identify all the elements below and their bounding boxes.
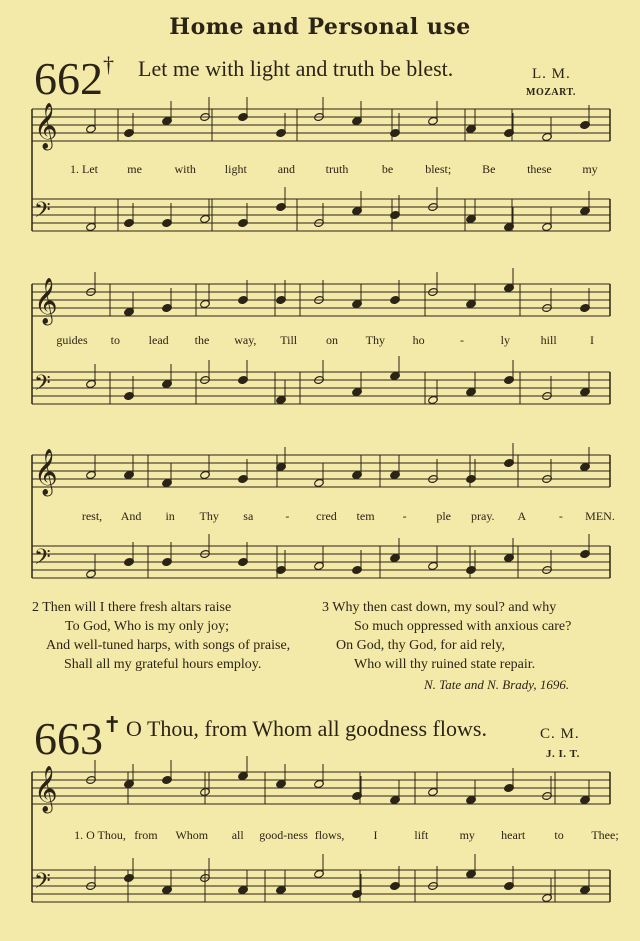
hymn-number-663-value: 663 [34, 713, 103, 764]
verse-2-line-3: And well-tuned harps, with songs of praise, [46, 638, 291, 653]
lyrics-row-662-1 [0, 162, 640, 178]
lyric-syllable: in [165, 509, 175, 523]
lyric-syllable: rest, [81, 509, 103, 523]
lyric-syllable: pray. [470, 509, 495, 523]
lyric-syllable: lift [414, 828, 429, 842]
lyric-syllable: A [517, 509, 527, 523]
bass-clef-icon: 𝄢 [34, 869, 51, 899]
lyric-syllable: I [590, 333, 594, 347]
lyrics-row-663-1 [0, 828, 640, 844]
lyric-syllable: heart [501, 828, 526, 842]
lyric-syllable: lead [148, 333, 169, 347]
hymn-mark-662: † [103, 52, 114, 77]
hymn-first-line-662: Let me with light and truth be blest. [138, 56, 454, 81]
hymn-meter-663: C. M. [540, 726, 580, 742]
lyric-syllable: to [554, 828, 564, 842]
lyric-syllable: Thy [365, 333, 385, 347]
lyric-syllable: with [174, 162, 196, 176]
hymn-number-662-value: 662 [34, 53, 103, 104]
hymn-composer-663: J. I. T. [546, 748, 580, 760]
verse-3-line-3: On God, thy God, for aid rely, [336, 638, 506, 653]
lyric-syllable: tem [356, 509, 375, 523]
treble-clef-icon: 𝄞 [34, 449, 58, 495]
treble-clef-icon: 𝄞 [34, 766, 58, 812]
bass-clef-icon: 𝄢 [34, 371, 51, 401]
lyric-syllable: MEN. [585, 509, 615, 523]
lyric-syllable: and [277, 162, 296, 176]
lyric-syllable: ly [500, 333, 510, 347]
lyric-syllable: Whom [175, 828, 209, 842]
lyric-syllable: I [373, 828, 378, 842]
lyric-syllable: Till [280, 333, 298, 347]
hymn-first-line-663: O Thou, from Whom all goodness flows. [126, 716, 487, 741]
verse-2-line-4: Shall all my grateful hours employ. [64, 657, 262, 672]
lyric-syllable: on [326, 333, 338, 347]
lyric-syllable: my [459, 828, 475, 842]
lyric-syllable: 1. O Thou, [74, 828, 126, 842]
lyric-syllable: Thee; [591, 828, 619, 842]
lyric-syllable: And [120, 509, 142, 523]
lyric-syllable: - [558, 509, 563, 523]
lyrics-row-662-3 [0, 509, 640, 525]
lyric-syllable: - [460, 333, 464, 347]
verse-3-line-1: 3 Why then cast down, my soul? and why [322, 600, 557, 615]
lyrics-row-662-2 [0, 333, 640, 349]
verse-2-line-1: 2 Then will I there fresh altars raise [32, 600, 232, 615]
bass-clef-icon: 𝄢 [34, 198, 51, 228]
lyric-syllable: the [194, 333, 210, 347]
lyric-syllable: from [134, 828, 158, 842]
lyric-syllable: - [402, 509, 407, 523]
lyric-syllable: flows, [314, 828, 345, 842]
lyric-syllable: me [127, 162, 142, 176]
lyric-syllable: all [231, 828, 244, 842]
verse-2-line-2: To God, Who is my only joy; [65, 619, 230, 634]
treble-clef-icon: 𝄞 [34, 278, 58, 324]
hymn-number-663 [34, 712, 122, 764]
lyric-syllable: Thy [199, 509, 219, 523]
lyric-syllable: these [527, 162, 552, 176]
lyric-syllable: light [224, 162, 247, 176]
lyric-syllable: Be [482, 162, 496, 176]
lyric-syllable: 1. Let [70, 162, 98, 176]
lyric-syllable: cred [316, 509, 337, 523]
lyric-syllable: blest; [425, 162, 452, 176]
lyric-syllable: truth [325, 162, 349, 176]
verse-3-line-4: Who will thy ruined state repair. [354, 657, 536, 672]
lyric-syllable: ho [412, 333, 425, 347]
lyric-syllable: - [285, 509, 290, 523]
lyric-syllable: to [110, 333, 120, 347]
lyric-syllable: guides [56, 333, 88, 347]
verse-3 [322, 598, 571, 674]
lyric-syllable: be [381, 162, 394, 176]
attribution-662: N. Tate and N. Brady, 1696. [424, 677, 570, 692]
lyric-syllable: hill [540, 333, 557, 347]
hymn-composer-662: MOZART. [526, 87, 576, 98]
section-title: Home and Personal use [169, 14, 471, 40]
lyric-syllable: good-ness [259, 828, 308, 842]
lyric-syllable: way, [234, 333, 257, 347]
lyric-syllable: ple [436, 509, 452, 523]
lyric-syllable: my [582, 162, 598, 176]
verse-2 [32, 598, 290, 674]
treble-clef-icon: 𝄞 [34, 103, 58, 149]
hymn-meter-662: L. M. [532, 66, 571, 82]
hymn-mark-663: ✝ [103, 712, 122, 737]
verse-3-line-2: So much oppressed with anxious care? [354, 619, 572, 634]
lyric-syllable: sa [243, 509, 254, 523]
bass-clef-icon: 𝄢 [34, 545, 51, 575]
